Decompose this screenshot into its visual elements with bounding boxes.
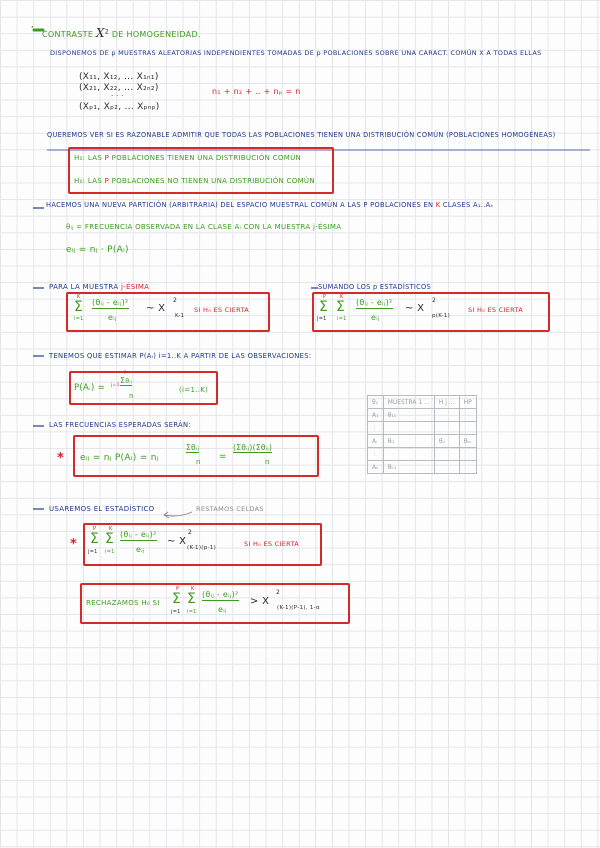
table-cell: θ₁₁	[383, 409, 434, 422]
st-s1-top: P	[93, 526, 97, 532]
sample-j-text: PARA LA MUESTRA	[49, 283, 119, 291]
rj-sup: 2	[276, 589, 281, 596]
sj-cond: SI H₀ ES CIERTA	[194, 306, 249, 314]
sj-sigma: Σ	[74, 299, 84, 315]
oij-definition: θᵢⱼ = FRECUENCIA OBSERVADA EN LA CLASE Aᵢ CON LA MUESTRA j-ÉSIMA	[66, 223, 342, 231]
expected-mid-den: n	[196, 458, 201, 466]
table-header-row	[368, 396, 477, 409]
h1-p: P	[104, 177, 110, 185]
intro-text: DISPONEMOS DE p MUESTRAS ALEATORIAS INDEPENDIENTES TOMADAS DE p POBLACIONES SOBRE UNA CARACT. COMÚN X A TODAS ELLAS	[50, 49, 542, 57]
table-row	[368, 435, 477, 448]
estimate-label: TENEMOS QUE ESTIMAR P(Aᵢ) i=1..K A PARTIR DE LAS OBSERVACIONES:	[49, 352, 312, 360]
sj-sum-bot: i=1	[74, 316, 84, 322]
st-s1-bot: j=1	[88, 549, 98, 555]
sample-size-sum: n₁ + n₂ + .. + nₚ = n	[212, 87, 301, 96]
h1-text-a: LAS	[87, 177, 103, 185]
table-cell	[383, 448, 434, 461]
sj-sub: K-1	[175, 313, 185, 319]
sj-sup: 2	[173, 297, 178, 304]
h0-text-a: LAS	[87, 154, 103, 162]
h0-label: H₀:	[74, 154, 86, 162]
rj-sigma-2: Σ	[187, 591, 197, 607]
partition-k: K	[435, 201, 441, 209]
expected-mid-num: Σθᵢⱼ	[186, 443, 200, 452]
h0-p: P	[104, 154, 110, 162]
h1-line	[74, 177, 315, 185]
sj-sum-top: K	[77, 294, 81, 300]
table-cell: ⋮	[368, 422, 384, 435]
h1-text-b: POBLACIONES NO TIENEN UNA DISTRIBUCIÓN COMÚN	[111, 177, 315, 185]
statistic-star: *	[70, 537, 78, 552]
title	[42, 26, 201, 40]
rj-s1-bot: j=1	[171, 609, 181, 615]
sum-s2-top: K	[340, 294, 344, 300]
estimate-bot: j=1	[111, 383, 120, 388]
sum-s1-bot: j=1	[317, 316, 327, 322]
rj-denominator: eᵢⱼ	[218, 605, 227, 614]
reject-label: RECHAZAMOS H₀ SI	[86, 599, 160, 607]
table-header: θᵢⱼ	[368, 396, 384, 409]
title-chi: X	[96, 26, 105, 40]
sj-denominator: eᵢⱼ	[108, 313, 117, 322]
estimate-lhs: P(Aᵢ) =	[74, 383, 106, 393]
table-cell: θᵢⱼ	[434, 435, 459, 448]
table-cell	[434, 409, 459, 422]
question-text: QUEREMOS VER SI ES RAZONABLE ADMITIR QUE TODAS LAS POBLACIONES TIENEN UNA DISTRIBUCIÓN COMÚN (POBLACIONES HOMOGÉNEAS)	[47, 131, 556, 139]
st-numerator: (θᵢⱼ - eᵢⱼ)²	[120, 530, 157, 539]
table-cell: Aᵢ	[368, 435, 384, 448]
title-bullet: ·	[31, 22, 35, 33]
table-header: MUESTRA 1 ...	[383, 396, 434, 409]
table-cell	[383, 422, 434, 435]
st-sigma-1: Σ	[90, 531, 100, 547]
frequency-table	[367, 395, 477, 474]
st-approx: ~ X	[167, 536, 187, 547]
title-rest: DE HOMOGENEIDAD.	[111, 30, 201, 39]
rj-s1-top: P	[176, 586, 180, 592]
title-sup: 2	[104, 28, 109, 36]
table-cell: θₖ₁	[383, 461, 434, 474]
estimate-num: Σθᵢⱼ	[120, 376, 133, 385]
sample-row-1: (X₁₁, X₁₂, ... X₁ₙ₁)	[79, 72, 159, 82]
statistic-label: USAREMOS EL ESTADÍSTICO	[49, 505, 155, 513]
expected-lhs: eᵢⱼ = nⱼ P(Aᵢ) = nⱼ	[80, 453, 159, 463]
sample-dots: · · ·	[111, 92, 124, 100]
estimate-range: (i=1..K)	[179, 386, 209, 394]
sum-denominator: eᵢⱼ	[371, 313, 380, 322]
table-cell: θᵢ₁	[383, 435, 434, 448]
h1-label: H₀:	[74, 177, 86, 185]
rj-s2-top: K	[191, 586, 195, 592]
expected-eq: =	[219, 452, 227, 462]
sample-row-2: (X₂₁, X₂₂, ... X₂ₙ₂)	[79, 83, 159, 93]
eij-definition: eᵢⱼ = nⱼ · P(Aᵢ)	[66, 245, 129, 255]
st-s2-top: K	[109, 526, 113, 532]
table-row	[368, 422, 477, 435]
sum-cond: SI H₀ ES CIERTA	[468, 306, 523, 314]
table-cell	[459, 409, 476, 422]
table-cell: θᵢₚ	[459, 435, 476, 448]
st-denominator: eᵢⱼ	[136, 545, 145, 554]
st-sup: 2	[188, 529, 193, 536]
sum-s1-top: P	[323, 294, 327, 300]
title-prefix: CONTRASTE	[42, 30, 94, 39]
table-cell	[434, 461, 459, 474]
estimate-den: n	[129, 392, 134, 400]
sample-j-label	[49, 283, 149, 291]
rj-numerator: (θᵢⱼ - eᵢⱼ)²	[202, 590, 239, 599]
sum-sup: 2	[432, 297, 437, 304]
table-cell: A₁	[368, 409, 384, 422]
partition-text-a: HACEMOS UNA NUEVA PARTICIÓN (ARBITRARIA) DEL ESPACIO MUESTRAL COMÚN A LAS P POBLACIONES EN	[46, 201, 434, 209]
expected-right-den: n	[265, 458, 270, 466]
table-cell	[434, 448, 459, 461]
sum-sub: p(K-1)	[432, 313, 451, 319]
h0-text-b: POBLACIONES TIENEN UNA DISTRIBUCIÓN COMÚN	[111, 154, 302, 162]
table-row	[368, 409, 477, 422]
table-row	[368, 461, 477, 474]
rj-s2-bot: i=1	[187, 609, 197, 615]
expected-label: LAS FRECUENCIAS ESPERADAS SERÁN:	[49, 421, 191, 429]
sum-approx: ~ X	[405, 303, 425, 314]
rj-gt: > X	[250, 596, 270, 607]
table-cell	[459, 422, 476, 435]
statistic-note: RESTAMOS CELDAS	[196, 505, 264, 513]
estimate-top: P	[124, 371, 128, 376]
rj-sub: (K-1)(P-1), 1-α	[277, 605, 320, 611]
partition-text-b: CLASES A₁..Aₖ	[442, 201, 494, 209]
table-header: H j ...	[434, 396, 459, 409]
expected-right-num: (Σθᵢⱼ)(Σθᵢⱼ)	[233, 443, 273, 452]
table-header: HP	[459, 396, 476, 409]
sum-s2-bot: i=1	[337, 316, 347, 322]
rj-sigma-1: Σ	[172, 591, 182, 607]
sj-approx: ~ X	[146, 303, 166, 314]
table-cell	[459, 461, 476, 474]
table-cell: ⋮	[368, 448, 384, 461]
sum-sigma-1: Σ	[319, 299, 329, 315]
expected-star: *	[57, 451, 65, 466]
st-cond: SI H₀ ES CIERTA	[244, 540, 299, 548]
summing-label: SUMANDO LOS p ESTADÍSTICOS	[318, 283, 432, 291]
h0-line	[74, 154, 301, 162]
partition-line	[46, 201, 494, 209]
table-cell	[459, 448, 476, 461]
st-sub: (K-1)(p-1)	[187, 545, 217, 551]
sj-numerator: (θᵢⱼ - eᵢⱼ)²	[92, 298, 129, 307]
sum-sigma-2: Σ	[336, 299, 346, 315]
table-cell: Aₖ	[368, 461, 384, 474]
table-cell	[434, 422, 459, 435]
estimate-num-term: θᵢⱼ	[125, 378, 133, 385]
st-s2-bot: i=1	[105, 549, 115, 555]
sample-j-index: j-ÉSIMA	[120, 283, 150, 291]
table-row	[368, 448, 477, 461]
sum-numerator: (θᵢⱼ - eᵢⱼ)²	[356, 298, 393, 307]
st-sigma-2: Σ	[105, 531, 115, 547]
sample-row-3: (Xₚ₁, Xₚ₂, ... Xₚₙₚ)	[79, 102, 160, 112]
